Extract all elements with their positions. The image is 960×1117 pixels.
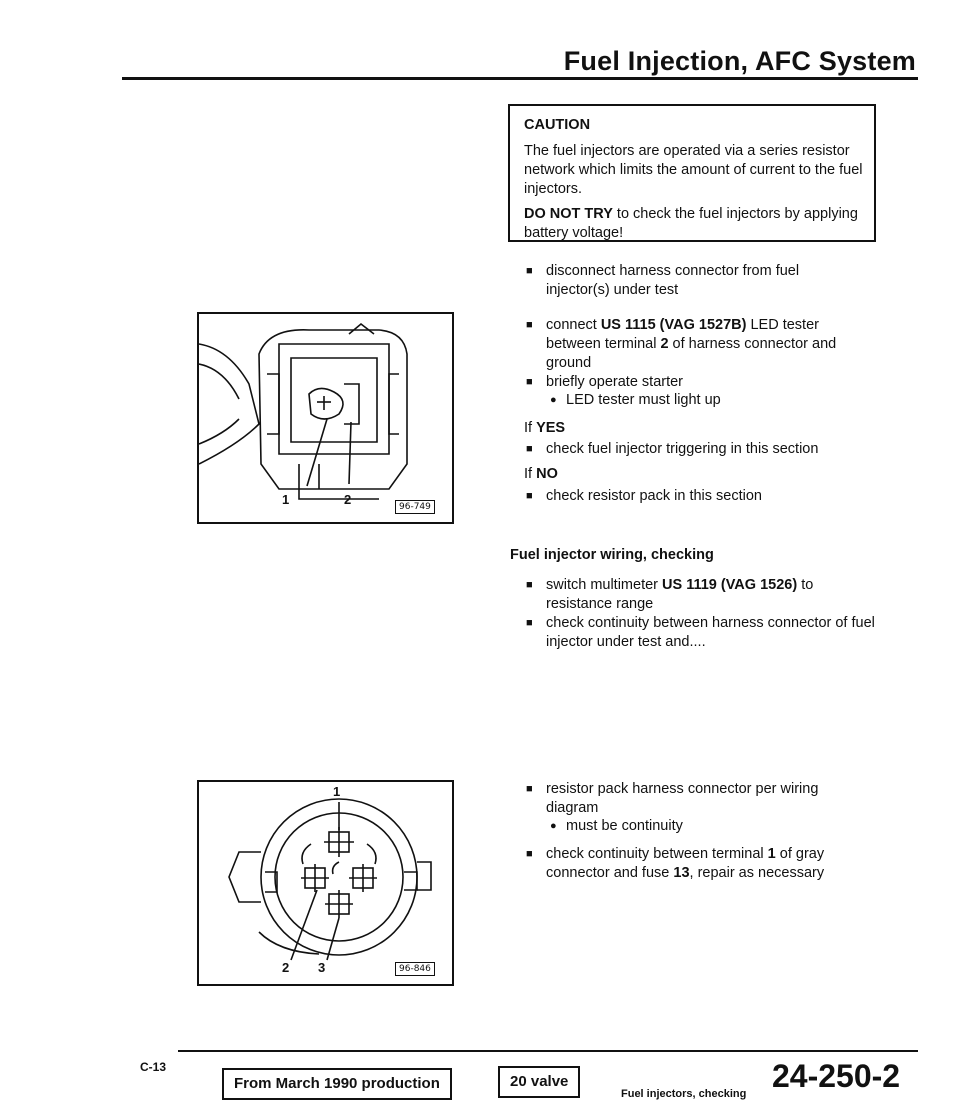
- step-connect-tester: [546, 316, 876, 373]
- wiring-gray-mid: of gray connector and fuse: [546, 846, 825, 881]
- production-badge: From March 1990 production: [222, 1068, 452, 1100]
- if-yes-pre: If: [524, 420, 537, 436]
- page-reference: C-13: [140, 1060, 167, 1074]
- if-no-pre: If: [524, 466, 537, 482]
- fig1-label-2: 2: [344, 492, 352, 507]
- valve-badge: 20 valve: [498, 1066, 580, 1098]
- terminal-number: 2: [660, 336, 669, 352]
- page-number: 24-250-2: [772, 1058, 901, 1094]
- step-operate-starter: ■ briefly operate starter: [546, 373, 866, 392]
- step-yes-check: ■ check fuel injector triggering in this section: [546, 440, 876, 459]
- wiring-switch-pre: switch multimeter: [546, 577, 663, 593]
- wiring-check-continuity: ■ check continuity between harness connector of fuel injector under test and....: [546, 614, 881, 652]
- fig2-code: 96-846: [395, 962, 435, 976]
- tool-us1115: US 1115 (VAG 1527B): [600, 317, 747, 333]
- wiring-resistor-pack: ■ resistor pack harness connector per wiring diagram: [546, 780, 866, 818]
- fig1-code: 96-749: [395, 500, 435, 514]
- step-connect-end: of harness connector and ground: [546, 336, 837, 371]
- wiring-fuse: 13: [673, 865, 690, 881]
- if-yes-label: [524, 419, 565, 438]
- wiring-must-be-continuity: ● must be continuity: [566, 817, 866, 836]
- figure-multipin-connector: [197, 780, 454, 986]
- step-no-check: ■ check resistor pack in this section: [546, 487, 866, 506]
- page-title: Fuel Injection, AFC System: [563, 46, 916, 76]
- step-disconnect: ■ disconnect harness connector from fuel injector(s) under test: [546, 262, 866, 300]
- fig2-label-2: 2: [282, 960, 290, 975]
- injector-connector-drawing: [199, 314, 452, 522]
- wiring-heading: Fuel injector wiring, checking: [510, 547, 714, 563]
- tool-us1119: US 1119 (VAG 1526): [662, 577, 798, 593]
- fig2-label-1: 1: [333, 784, 341, 799]
- caution-warning-rest: to check the fuel injectors by applying battery voltage!: [524, 206, 858, 241]
- wiring-check-gray-connector: [546, 845, 866, 883]
- if-no-label: [524, 465, 558, 484]
- multipin-connector-drawing: [199, 782, 452, 984]
- footer-rule: [178, 1050, 918, 1052]
- caution-warning: [524, 205, 874, 243]
- wiring-switch-multimeter: [546, 576, 866, 614]
- step-led-light: ● LED tester must light up: [566, 391, 866, 410]
- if-yes-word: YES: [536, 420, 566, 436]
- caution-heading: CAUTION: [524, 117, 591, 133]
- wiring-switch-post: to resistance range: [546, 577, 814, 612]
- step-connect-pre: connect: [546, 317, 601, 333]
- caution-warning-bold: DO NOT TRY: [524, 206, 613, 222]
- fig2-label-3: 3: [318, 960, 326, 975]
- header-rule: [122, 77, 918, 80]
- wiring-gray-end: , repair as necessary: [689, 865, 825, 881]
- wiring-gray-pre: check continuity between terminal: [546, 846, 768, 862]
- fig1-label-1: 1: [282, 492, 290, 507]
- if-no-word: NO: [536, 466, 558, 482]
- wiring-terminal: 1: [767, 846, 776, 862]
- step-connect-post: LED tester between terminal: [546, 317, 819, 352]
- caution-box: [508, 104, 876, 242]
- caution-text: The fuel injectors are operated via a series resistor network which limits the amount of current to the fuel injectors.: [524, 143, 863, 197]
- figure-injector-connector: [197, 312, 454, 524]
- footer-caption: Fuel injectors, checking: [621, 1088, 747, 1100]
